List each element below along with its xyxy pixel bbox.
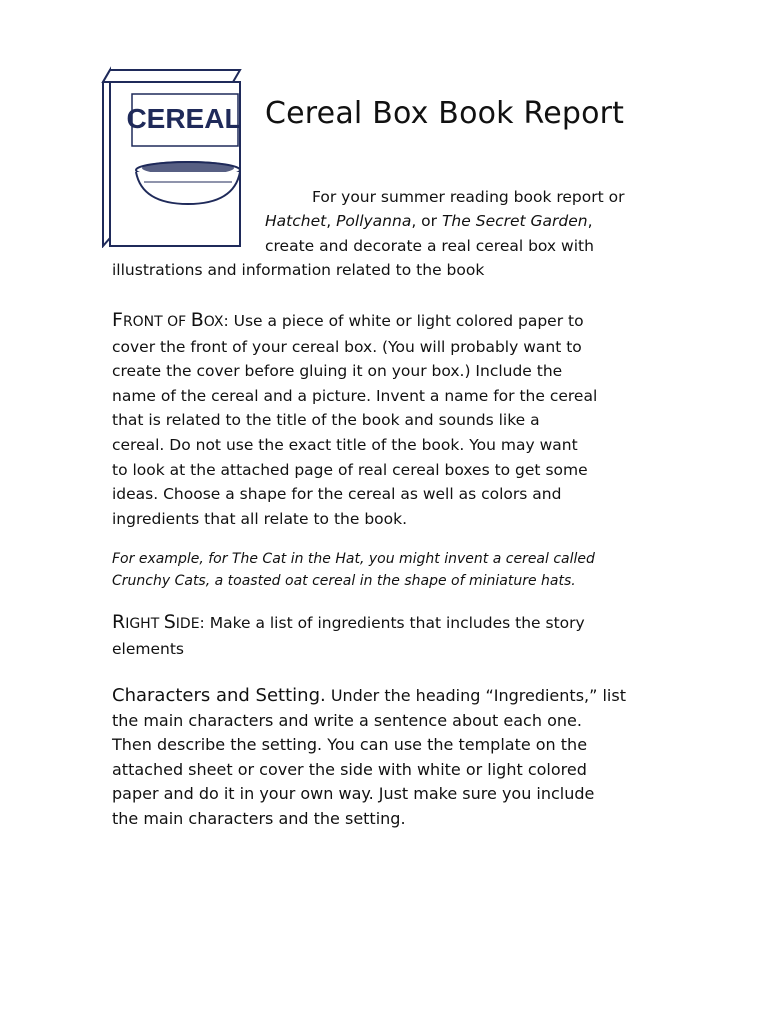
- characters-line-3: attached sheet or cover the side with white or light colored: [112, 759, 587, 779]
- front-line-4: that is related to the title of the book and sounds like a: [112, 411, 540, 430]
- characters-line-1: the main characters and write a sentence about each one.: [112, 710, 582, 730]
- intro-line-3: create and decorate a real cereal box with: [265, 237, 594, 255]
- front-line-6: to look at the attached page of real cereal boxes to get some: [112, 460, 588, 479]
- intro-line-1: For your summer reading book report or: [312, 188, 625, 206]
- right-line-1: RIGHT SIDE: Make a list of ingredients that includes the story: [112, 611, 585, 633]
- characters-line-4: paper and do it in your own way. Just make sure you include: [112, 784, 595, 804]
- characters-line-2: Then describe the setting. You can use the template on the: [112, 735, 588, 755]
- cereal-box-illustration: [98, 62, 248, 248]
- intro-sep-1: ,: [326, 212, 337, 230]
- characters-section: [112, 684, 626, 832]
- front-line-0: FRONT OF BOX: Use a piece of white or light colored paper to: [112, 309, 584, 331]
- front-section: [112, 308, 597, 531]
- characters-heading: Characters and Setting.: [112, 685, 326, 706]
- page-title: Cereal Box Book Report: [265, 96, 625, 131]
- front-line-5: cereal. Do not use the exact title of the book. You may want: [112, 435, 578, 454]
- book-title-secret-garden: The Secret Garden: [441, 212, 588, 230]
- example-line-1: For example, for The Cat in the Hat, you might invent a cereal called: [112, 551, 595, 567]
- book-title-hatchet: Hatchet: [265, 212, 327, 230]
- intro-sep-2: , or: [411, 212, 442, 230]
- characters-line-5: the main characters and the setting.: [112, 808, 406, 828]
- front-line-2: create the cover before gluing it on your box.) Include the: [112, 362, 563, 381]
- example-block: [112, 548, 595, 592]
- right-heading: RIGHT SIDE: [112, 611, 200, 633]
- front-heading: FRONT OF BOX: [112, 309, 224, 331]
- right-side-section: [112, 610, 585, 661]
- front-line-7: ideas. Choose a shape for the cereal as well as colors and: [112, 485, 562, 504]
- intro-line-4: illustrations and information related to the book: [112, 261, 485, 279]
- intro-sep-3: ,: [587, 212, 593, 230]
- cereal-box-label: CEREAL: [126, 103, 242, 134]
- front-line-1: cover the front of your cereal box. (You will probably want to: [112, 337, 582, 356]
- front-line-8: ingredients that all relate to the book.: [112, 509, 408, 528]
- book-title-pollyanna: Pollyanna: [336, 212, 412, 230]
- characters-line-0: Characters and Setting. Under the heading “Ingredients,” list: [112, 685, 626, 706]
- example-line-2: Crunchy Cats, a toasted oat cereal in the shape of miniature hats.: [112, 573, 576, 589]
- intro-line-2: [265, 209, 593, 234]
- right-line-2: elements: [112, 639, 184, 658]
- front-line-3: name of the cereal and a picture. Invent a name for the cereal: [112, 386, 598, 405]
